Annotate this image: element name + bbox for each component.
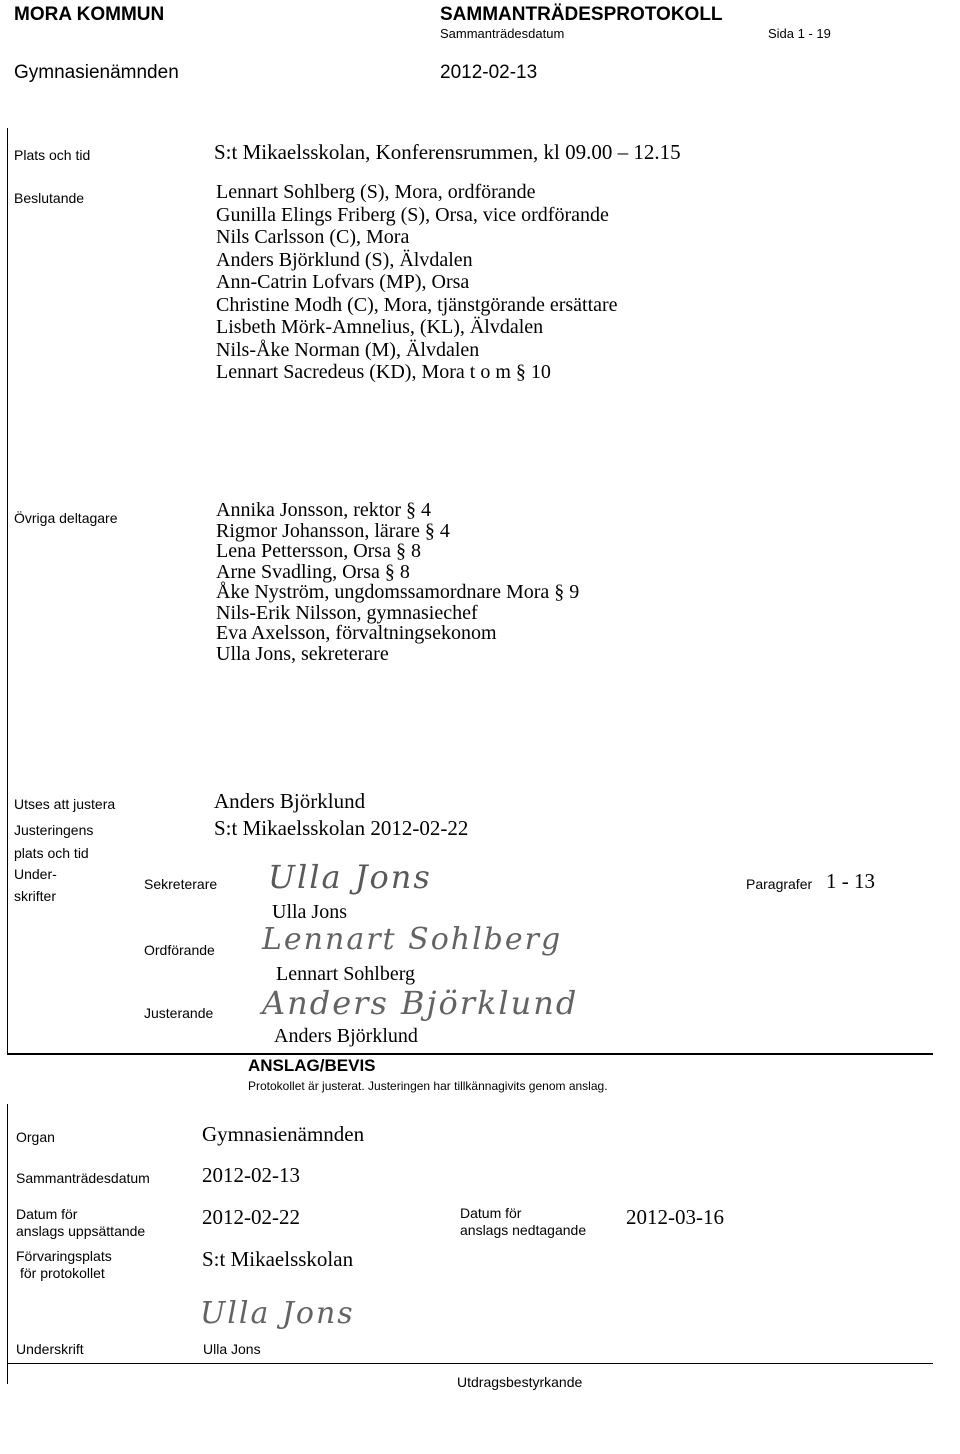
adjust-place-label-2: plats och tid [14, 845, 89, 861]
others-list [216, 500, 579, 664]
participant-item: Lena Pettersson, Orsa § 8 [216, 540, 421, 562]
decider-item: Ann-Catrin Lofvars (MP), Orsa [216, 271, 470, 293]
appointed-label: Utses att justera [14, 796, 116, 812]
decider-item: Lennart Sohlberg (S), Mora, ordförande [216, 181, 536, 203]
certified-label: Utdragsbestyrkande [457, 1374, 583, 1390]
appointed-value: Anders Björklund [214, 789, 366, 813]
removed-value: 2012-03-16 [626, 1205, 724, 1229]
storage-label-2: för protokollet [20, 1265, 105, 1281]
notice-text: Protokollet är justerat. Justeringen har tillkännagivits genom anslag. [248, 1079, 608, 1093]
participant-item: Nils-Erik Nilsson, gymnasiechef [216, 601, 478, 624]
participant-item: Arne Svadling, Orsa § 8 [216, 560, 410, 583]
document-title: SAMMANTRÄDESPROTOKOLL [440, 4, 723, 25]
participant-item: Annika Jonsson, rektor § 4 [216, 499, 431, 521]
bottom-divider [7, 1363, 933, 1364]
participant-item: Rigmor Johansson, lärare § 4 [216, 519, 450, 542]
signature-name: Ulla Jons [203, 1341, 261, 1357]
decider-item: Lennart Sacredeus (KD), Mora t o m § 10 [216, 361, 551, 383]
secretary-label: Sekreterare [144, 876, 218, 892]
others-label: Övriga deltagare [14, 510, 118, 526]
notice-meeting-date-label: Sammanträdesdatum [16, 1170, 150, 1186]
organ-value: Gymnasienämnden [202, 1122, 365, 1146]
decider-item: Gunilla Elings Friberg (S), Orsa, vice ordförande [216, 203, 609, 226]
participant-item: Åke Nyström, ungdomssamordnare Mora § 9 [216, 581, 580, 603]
organ-label: Organ [16, 1129, 55, 1145]
posted-label-2: anslags uppsättande [16, 1223, 146, 1239]
notice-divider [7, 1053, 933, 1055]
meeting-date-label: Sammanträdesdatum [440, 26, 565, 41]
decider-item: Nils Carlsson (C), Mora [216, 226, 410, 248]
notice-left-border [7, 1104, 8, 1384]
participant-item: Ulla Jons, sekreterare [216, 642, 389, 665]
signatures-label-2: skrifter [14, 888, 56, 904]
decider-item: Christine Modh (C), Mora, tjänstgörande ersättare [216, 293, 618, 316]
storage-value: S:t Mikaelsskolan [202, 1247, 354, 1271]
notice-meeting-date-value: 2012-02-13 [202, 1163, 300, 1187]
chair-label: Ordförande [144, 942, 215, 958]
removed-label-1: Datum för [460, 1205, 522, 1221]
deciders-label: Beslutande [14, 190, 85, 206]
meeting-date: 2012-02-13 [440, 62, 538, 83]
secretary-name: Ulla Jons [272, 901, 347, 923]
decider-item: Anders Björklund (S), Älvdalen [216, 248, 473, 271]
signature-label: Underskrift [16, 1341, 84, 1357]
signatures-label-1: Under- [14, 866, 57, 882]
page-number: Sida 1 - 19 [768, 26, 831, 41]
storage-label-1: Förvaringsplats [16, 1248, 112, 1264]
decider-item: Lisbeth Mörk-Amnelius, (KL), Älvdalen [216, 316, 544, 338]
place-value: S:t Mikaelsskolan, Konferensrummen, kl 09.00 – 12.15 [214, 140, 681, 164]
removed-label-2: anslags nedtagande [460, 1222, 587, 1238]
adjuster-signature: Anders Björklund [262, 984, 579, 1022]
adjust-place-label-1: Justeringens [14, 822, 94, 838]
paragraphs-value: 1 - 13 [826, 869, 875, 893]
paragraphs-label: Paragrafer [746, 876, 813, 892]
participant-item: Eva Axelsson, förvaltningsekonom [216, 622, 497, 644]
place-label: Plats och tid [14, 147, 91, 163]
committee-name: Gymnasienämnden [14, 62, 179, 83]
posted-label-1: Datum för [16, 1206, 78, 1222]
notice-signature: Ulla Jons [200, 1296, 355, 1331]
secretary-signature: Ulla Jons [268, 858, 432, 896]
left-border [7, 128, 8, 1053]
adjust-place-value: S:t Mikaelsskolan 2012-02-22 [214, 816, 469, 840]
chair-signature: Lennart Sohlberg [262, 922, 563, 957]
adjuster-name: Anders Björklund [274, 1025, 418, 1047]
deciders-list [216, 181, 618, 384]
posted-value: 2012-02-22 [202, 1205, 300, 1229]
org-name: MORA KOMMUN [14, 4, 165, 25]
adjuster-label: Justerande [144, 1005, 214, 1021]
decider-item: Nils-Åke Norman (M), Älvdalen [216, 338, 480, 361]
chair-name: Lennart Sohlberg [276, 963, 416, 985]
notice-title: ANSLAG/BEVIS [248, 1056, 376, 1075]
